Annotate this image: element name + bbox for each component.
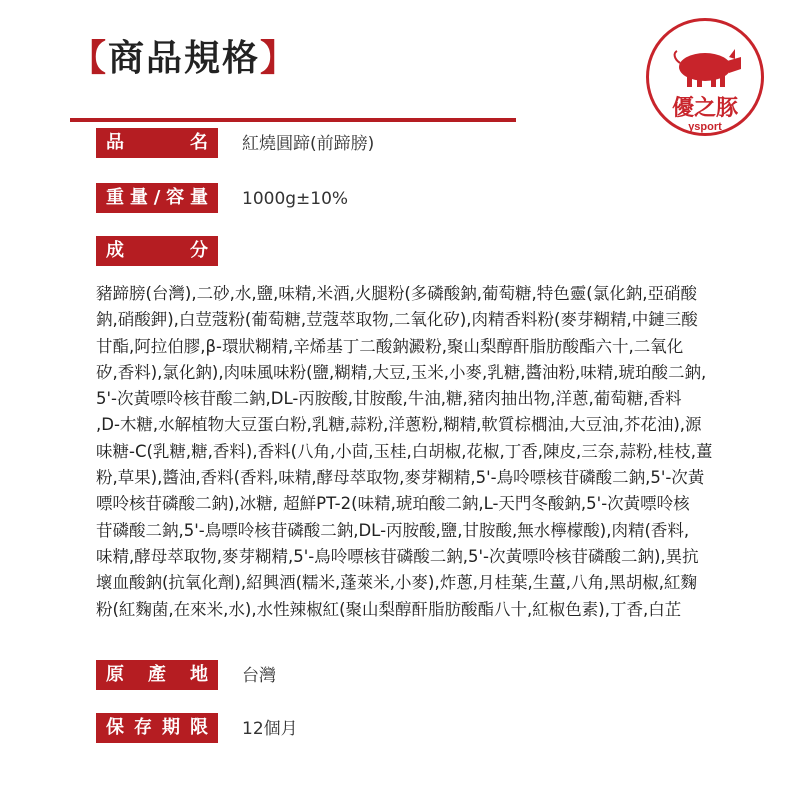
ingredients-line: 苷磷酸二鈉,5'-鳥嘌呤核苷磷酸二鈉,DL-丙胺酸,鹽,甘胺酸,無水檸檬酸),肉精(香料, (96, 520, 690, 540)
ingredients-line: 味精,酵母萃取物,麥芽糊精,5'-鳥呤嘌核苷磷酸二鈉,5'-次黃嘌呤核苷磷酸二鈉),異抗 (96, 546, 699, 566)
spec-label-char: 原 (106, 664, 124, 685)
spec-label-char: 分 (190, 240, 208, 261)
spec-label-char: 重 (106, 187, 124, 208)
title-bracket-left: 【 (70, 37, 109, 79)
ingredients-line: 鈉,硝酸鉀),白荳蔻粉(葡萄糖,荳蔻萃取物,二氧化矽),肉精香料粉(麥芽糊精,中鏈三酸 (96, 310, 698, 330)
ingredients-line: 壞血酸鈉(抗氧化劑),紹興酒(糯米,蓬萊米,小麥),炸蔥,月桂葉,生薑,八角,黑胡椒,紅麴 (96, 573, 697, 593)
page-title (70, 30, 298, 81)
ingredients-line: 味糖-C(乳糖,糖,香料),香料(八角,小茴,玉桂,白胡椒,花椒,丁香,陳皮,三奈,蒜粉,桂枝,薑 (96, 441, 713, 461)
ingredients-line: 甘酯,阿拉伯膠,β-環狀糊精,辛烯基丁二酸鈉澱粉,聚山梨醇酐脂肪酸酯六十,二氧化 (96, 336, 684, 356)
spec-label-weight (96, 183, 218, 213)
title-underline (70, 118, 516, 122)
spec-label-char: 存 (134, 717, 152, 738)
brand-logo (646, 18, 764, 136)
ingredients-line: 豬蹄膀(台灣),二砂,水,鹽,味精,米酒,火腿粉(多磷酸鈉,葡萄糖,特色靈(氯化鈉,亞硝酸 (96, 284, 697, 303)
title-text: 商品規格 (108, 37, 261, 79)
spec-label-char: 量 (129, 187, 148, 208)
ingredients-line: 5'-次黃嘌呤核苷酸二鈉,DL-丙胺酸,甘胺酸,牛油,糖,豬肉抽出物,洋蔥,葡萄糖,香料 (96, 389, 682, 409)
logo-text: 優之豚 (671, 96, 738, 121)
spec-value-name: 紅燒圓蹄(前蹄膀) (242, 134, 375, 154)
title-bracket-right: 】 (260, 37, 299, 79)
spec-value-weight: 1000g±10% (242, 189, 349, 209)
logo-subtext: ysport (688, 121, 722, 133)
spec-label-ingredients (96, 236, 218, 266)
ingredients-line: 嘌呤核苷磷酸二鈉),冰糖, 超鮮PT-2(味精,琥珀酸二鈉,L-天門冬酸鈉,5'-次黃嘌呤核 (96, 494, 690, 514)
spec-label-origin (96, 660, 218, 690)
spec-label-char: / (153, 187, 161, 208)
spec-label-char: 成 (106, 240, 124, 261)
spec-label-char: 容 (166, 187, 185, 208)
ingredients-text (96, 281, 721, 623)
spec-label-shelf-life (96, 713, 218, 743)
spec-label-char: 保 (106, 717, 124, 738)
ingredients-line: ,D-木糖,水解植物大豆蛋白粉,乳糖,蒜粉,洋蔥粉,糊精,軟質棕櫚油,大豆油,芥花油),源 (96, 415, 702, 435)
spec-label-char: 品 (106, 132, 124, 153)
spec-label-char: 量 (189, 187, 208, 208)
ingredients-line: 粉,草果),醬油,香料(香料,味精,酵母萃取物,麥芽糊精,5'-鳥呤嘌核苷磷酸二鈉,5'-次黃 (96, 468, 705, 488)
spec-value-shelf-life: 12個月 (242, 719, 298, 739)
spec-label-char: 限 (190, 717, 208, 738)
ingredients-line: 粉(紅麴菌,在來米,水),水性辣椒紅(聚山梨醇酐脂肪酸酯八十,紅椒色素),丁香,白芷 (96, 599, 682, 619)
spec-label-name (96, 128, 218, 158)
spec-label-char: 期 (162, 717, 180, 738)
spec-value-origin: 台灣 (242, 666, 276, 686)
spec-label-char: 名 (190, 132, 208, 153)
spec-label-char: 產 (148, 664, 166, 685)
spec-label-char: 地 (190, 664, 208, 685)
ingredients-line: 矽,香料),氯化鈉),肉味風味粉(鹽,糊精,大豆,玉米,小麥,乳糖,醬油粉,味精,琥珀酸二鈉, (96, 362, 707, 382)
